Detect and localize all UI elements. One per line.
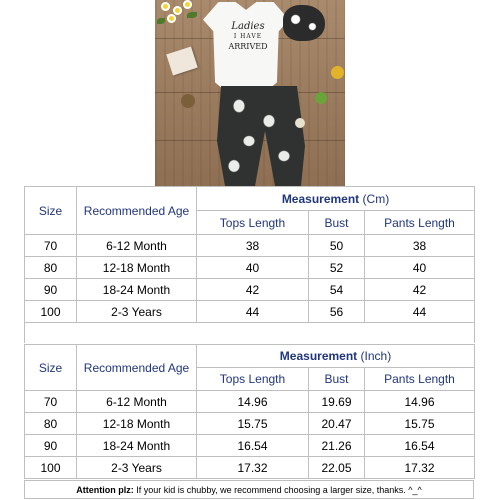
table-row: [25, 435, 475, 457]
table-row: [25, 413, 475, 435]
table-cell: 80: [25, 413, 77, 435]
table-cell: 40: [197, 257, 309, 279]
age-header: Recommended Age: [77, 187, 197, 235]
tops-length-header: Tops Length: [197, 211, 309, 235]
table-cell: 70: [25, 235, 77, 257]
table-cell: 17.32: [365, 457, 475, 479]
table-cell: 54: [309, 279, 365, 301]
table-cell: [25, 323, 475, 343]
table-cell: 15.75: [365, 413, 475, 435]
table-cell: 12-18 Month: [77, 413, 197, 435]
table-cell: 20.47: [309, 413, 365, 435]
table-cell: 80: [25, 257, 77, 279]
measurement-header: Measurement (Inch): [197, 345, 475, 368]
pompom-decoration: [181, 94, 195, 108]
pompom-decoration: [295, 118, 305, 128]
size-header: Size: [25, 187, 77, 235]
pompom-decoration: [315, 92, 327, 104]
table-cell: 40: [365, 257, 475, 279]
gift-card-prop: [166, 47, 198, 76]
table-cell: 2-3 Years: [77, 301, 197, 323]
table-cell: 17.32: [197, 457, 309, 479]
table-cell: 15.75: [197, 413, 309, 435]
flower-decoration: [157, 0, 201, 30]
table-cell: 38: [197, 235, 309, 257]
table-cell: 16.54: [365, 435, 475, 457]
table-cell: 38: [365, 235, 475, 257]
table-cell: 2-3 Years: [77, 457, 197, 479]
pants-length-header: Pants Length: [365, 368, 475, 391]
table-cell: 70: [25, 391, 77, 413]
pants-length-header: Pants Length: [365, 211, 475, 235]
table-cell: 42: [197, 279, 309, 301]
table-cell: 44: [197, 301, 309, 323]
table-cell: 44: [365, 301, 475, 323]
table-cell: 50: [309, 235, 365, 257]
table-cell: 12-18 Month: [77, 257, 197, 279]
attention-text: If your kid is chubby, we recommend choosing a larger size, thanks. ^_^: [133, 485, 422, 495]
age-header: Recommended Age: [77, 345, 197, 391]
table-spacer: [25, 323, 475, 343]
measurement-header: Measurement (Cm): [197, 187, 475, 211]
table-cell: 18-24 Month: [77, 279, 197, 301]
table-cell: 6-12 Month: [77, 235, 197, 257]
table-cell: 19.69: [309, 391, 365, 413]
attention-note: [24, 480, 474, 499]
table-row: [25, 301, 475, 323]
table-cell: 14.96: [197, 391, 309, 413]
bust-header: Bust: [309, 368, 365, 391]
attention-label: Attention plz:: [76, 485, 134, 495]
headband-garment: [283, 5, 325, 41]
bust-header: Bust: [309, 211, 365, 235]
table-cell: 42: [365, 279, 475, 301]
table-cell: 100: [25, 301, 77, 323]
measurement-table-inch: [24, 344, 475, 479]
table-row: [25, 279, 475, 301]
table-cell: 52: [309, 257, 365, 279]
table-row: [25, 257, 475, 279]
table-cell: 22.05: [309, 457, 365, 479]
table-cell: 16.54: [197, 435, 309, 457]
table-cell: 14.96: [365, 391, 475, 413]
table-row: [25, 235, 475, 257]
product-photo: [155, 0, 345, 186]
table-cell: 56: [309, 301, 365, 323]
measurement-table-cm: [24, 186, 475, 343]
table-cell: 100: [25, 457, 77, 479]
table-cell: 90: [25, 435, 77, 457]
tops-length-header: Tops Length: [197, 368, 309, 391]
table-cell: 21.26: [309, 435, 365, 457]
table-row: [25, 457, 475, 479]
table-row: [25, 391, 475, 413]
onesie-print: Ladies I HAVE ARRIVED: [228, 21, 268, 51]
pants-garment: [209, 86, 309, 186]
table-cell: 6-12 Month: [77, 391, 197, 413]
table-cell: 18-24 Month: [77, 435, 197, 457]
size-header: Size: [25, 345, 77, 391]
table-cell: 90: [25, 279, 77, 301]
pompom-decoration: [331, 66, 344, 79]
